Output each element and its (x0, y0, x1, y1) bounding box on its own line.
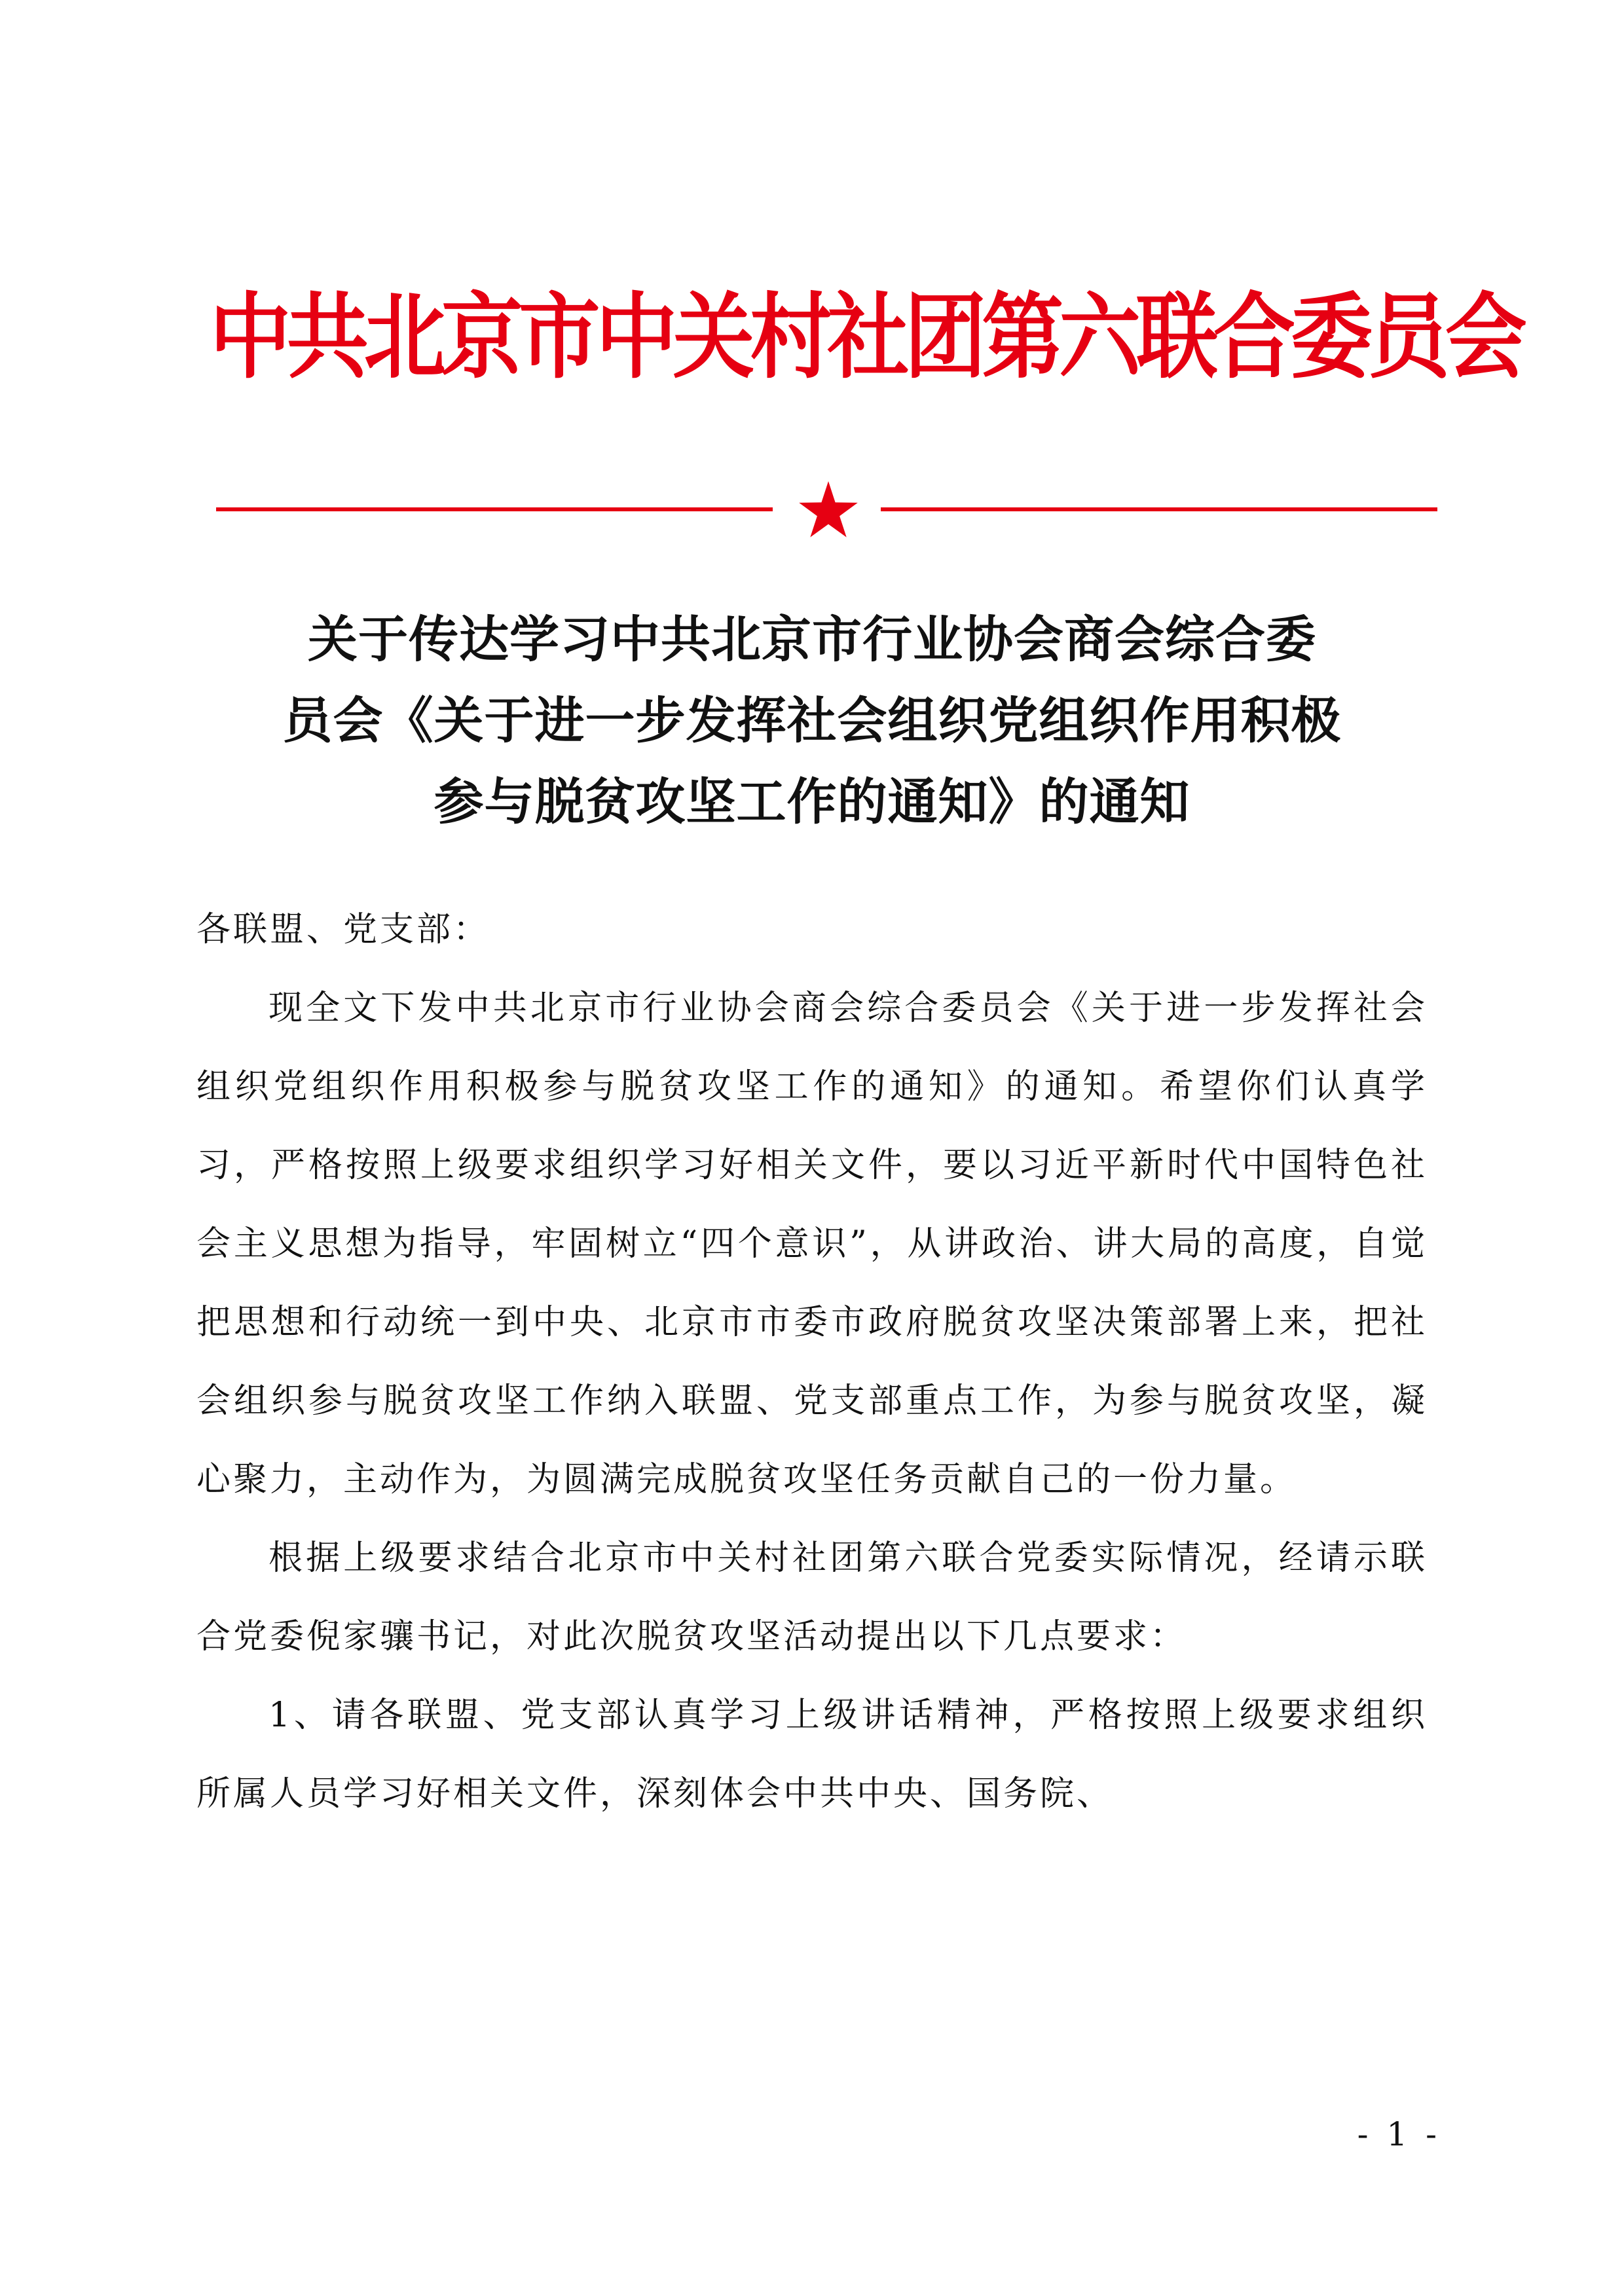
document-title (196, 599, 1428, 843)
body-paragraph: 1、请各联盟、党支部认真学习上级讲话精神，严格按照上级要求组织所属人员学习好相关文件，深刻体会中共中央、国务院、 (196, 1696, 1428, 1813)
body-paragraph: 根据上级要求结合北京市中关村社团第六联合党委实际情况，经请示联合党委倪家骧书记，对此次脱贫攻坚活动提出以下几点要求： (196, 1539, 1428, 1656)
document-title-line: 参与脱贫攻坚工作的通知》的通知 (434, 773, 1190, 831)
document-body (196, 890, 1428, 1833)
body-paragraph: 现全文下发中共北京市行业协会商会综合委员会《关于进一步发挥社会组织党组织作用积极参与脱贫攻坚工作的通知》的通知。希望你们认真学习，严格按照上级要求组织学习好相关文件，要以习近平新时代中国特色社会主义思想为指导，牢固树立“四个意识”，从讲政治、讲大局的高度，自觉把思想和行动统一到中央、北京市市委市政府脱贫攻坚决策部署上来，把社会组织参与脱贫攻坚工作纳入联盟、党支部重点工作，为参与脱贫攻坚，凝心聚力，主动作为，为圆满完成脱贫攻坚任务贡献自己的一份力量。 (196, 989, 1428, 1499)
red-star-icon (799, 481, 858, 538)
page-number: - 1 - (1357, 2115, 1441, 2153)
header-divider-left (216, 507, 773, 511)
salutation: 各联盟、党支部： (196, 910, 490, 949)
document-title-line: 关于传达学习中共北京市行业协会商会综合委 (308, 610, 1316, 668)
header-divider-right (881, 507, 1437, 511)
issuing-organization-header: 中共北京市中关村社团第六联合委员会 (210, 283, 1522, 392)
document-title-line: 员会《关于进一步发挥社会组织党组织作用积极 (282, 691, 1342, 750)
